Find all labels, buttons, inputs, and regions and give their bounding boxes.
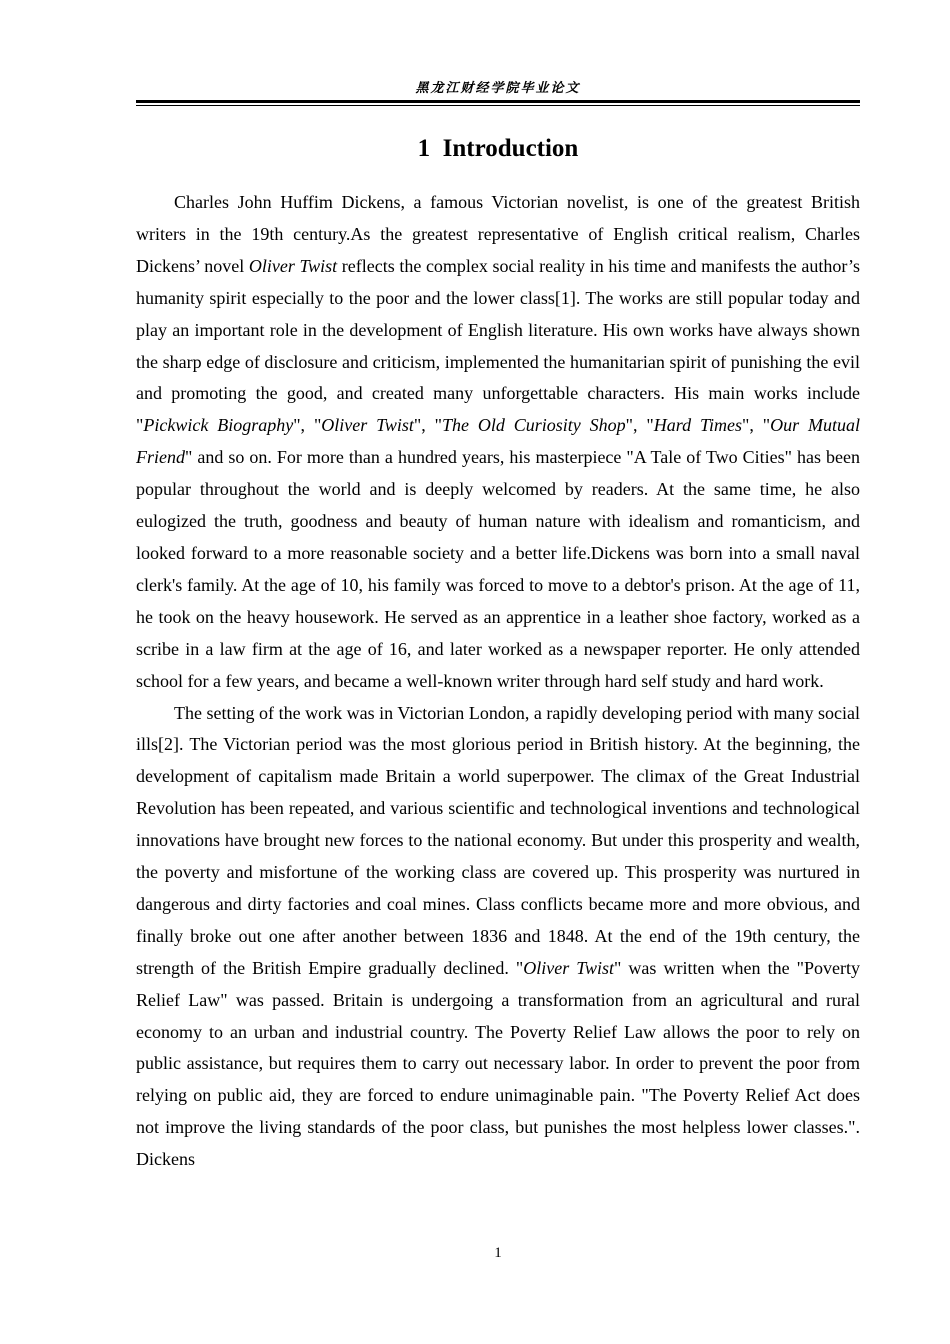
text-run: Charles John Huffim Dickens, a famous Victorian novelist, is one of the greatest British writers in the 19th century.As the greatest representative of English critical realism, Charles Dickens’ novel [136, 192, 860, 276]
italic-title: Pickwick Biography [143, 415, 294, 436]
italic-title: The Old Curiosity Shop [441, 415, 626, 436]
text-run: " was written when the "Poverty Relief Law" was passed. Britain is undergoing a transformation from an agricultural and rural economy to an urban and industrial country. The Poverty Relief Law allows the poor to rely on public assistance, but requires them to carry out necessary labor. In order to prevent the poor from relying on public aid, they are forced to endure unimaginable pain. "The Poverty Relief Act does not improve the living standards of the poor class, but punishes the most helpless lower classes.". Dickens [136, 957, 860, 1170]
italic-title: Our Mutual Friend [136, 415, 861, 468]
text-run: ", " [742, 415, 771, 436]
italic-title: Oliver Twist [321, 415, 414, 436]
italic-title: Oliver Twist [523, 957, 614, 978]
paragraph-1 [136, 187, 860, 698]
italic-title: Hard Times [653, 415, 743, 436]
page-number: 1 [494, 1245, 502, 1261]
text-run: ", " [625, 415, 654, 436]
chapter-title: 1 Introduction [417, 135, 579, 162]
text-run: reflects the complex social reality in his time and manifests the author’s humanity spirit especially to the poor and the lower class[1]. The works are still popular today and play an important role in the development of English literature. His own works have always shown the sharp edge of disclosure and criticism, implemented the humanitarian spirit of punishing the evil and promoting the good, and created many unforgettable characters. His main works include " [136, 255, 860, 436]
text-run: The setting of the work was in Victorian London, a rapidly developing period with many social ills[2]. The Victorian period was the most glorious period in British history. At the beginning, the development of capitalism made Britain a world superpower. The climax of the Great Industrial Revolution has been repeated, and various scientific and technological inventions and technological innovations have brought new forces to the national economy. But under this prosperity and wealth, the poverty and misfortune of the working class are covered up. This prosperity was nurtured in dangerous and dirty factories and coal mines. Class conflicts became more and more obvious, and finally broke out one after another between 1836 and 1848. At the end of the 19th century, the strength of the British Empire gradually declined. " [136, 702, 860, 978]
running-header: 黑龙江财经学院毕业论文 [415, 81, 581, 96]
text-run: ", " [293, 415, 322, 436]
text-run: ", " [413, 415, 442, 436]
paragraph-2 [136, 698, 860, 1177]
italic-title: Oliver Twist [248, 255, 338, 276]
text-run: " and so on. For more than a hundred years, his masterpiece "A Tale of Two Cities" has been popular throughout the world and is deeply welcomed by readers. At the same time, he also eulogized the truth, goodness and beauty of human nature with idealism and romanticism, and looked forward to a more reasonable society and a better life.Dickens was born into a small naval clerk's family. At the age of 10, his family was forced to move to a debtor's prison. At the age of 11, he took on the heavy housework. He served as an apprentice in a leather shoe factory, worked as a scribe in a law firm at the age of 16, and later worked as a newspaper reporter. He only attended school for a few years, and became a well-known writer through hard self study and hard work. [136, 447, 860, 691]
body-text [136, 187, 860, 1176]
header-double-rule [136, 100, 860, 106]
